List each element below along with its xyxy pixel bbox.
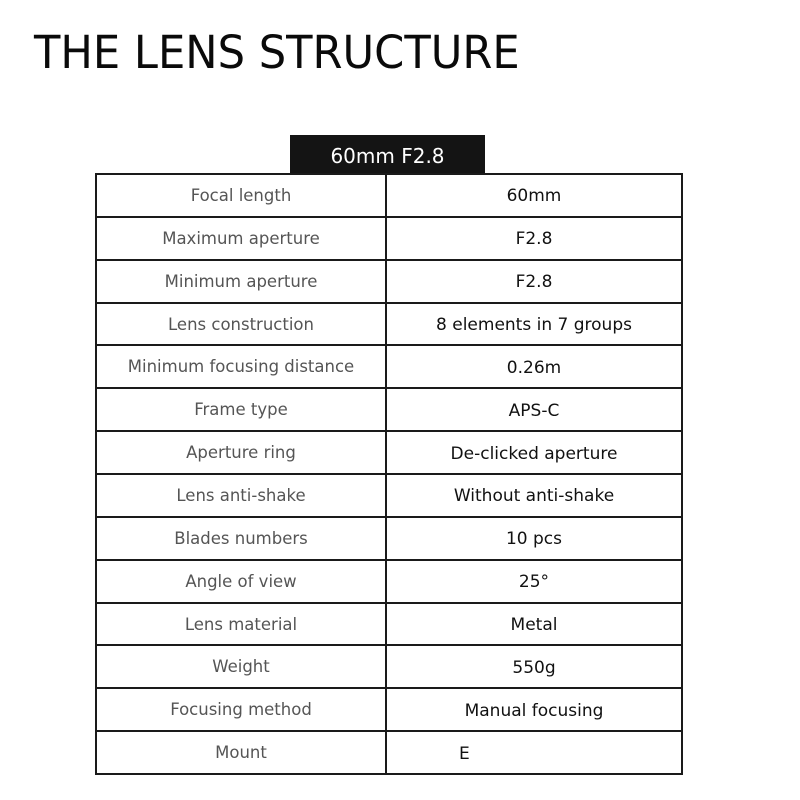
spec-label: Blades numbers bbox=[97, 518, 387, 559]
page-title: THE LENS STRUCTURE bbox=[34, 26, 520, 79]
spec-row-lens-construction bbox=[97, 304, 681, 347]
spec-label: Frame type bbox=[97, 389, 387, 430]
spec-value: F2.8 bbox=[515, 272, 553, 293]
spec-value: 8 elements in 7 groups bbox=[436, 315, 632, 335]
spec-label: Minimum focusing distance bbox=[97, 346, 387, 387]
spec-value: 25° bbox=[518, 572, 550, 593]
spec-value: E bbox=[459, 743, 470, 764]
model-tab: 60mm F2.8 bbox=[290, 135, 485, 173]
spec-label: Lens construction bbox=[97, 304, 387, 345]
spec-row-frame-type bbox=[97, 389, 681, 432]
spec-label: Lens material bbox=[97, 604, 387, 645]
spec-row-angle-of-view bbox=[97, 561, 681, 604]
spec-row-weight bbox=[97, 646, 681, 689]
spec-row-aperture-ring bbox=[97, 432, 681, 475]
spec-table bbox=[95, 173, 683, 775]
spec-label: Minimum aperture bbox=[97, 261, 387, 302]
spec-row-lens-material bbox=[97, 604, 681, 647]
spec-label: Angle of view bbox=[97, 561, 387, 602]
spec-value: De-clicked aperture bbox=[450, 443, 618, 464]
spec-label: Lens anti-shake bbox=[97, 475, 387, 516]
spec-value: 10 pcs bbox=[505, 529, 563, 550]
spec-label: Weight bbox=[97, 646, 387, 687]
spec-label: Aperture ring bbox=[97, 432, 387, 473]
spec-value: 60mm bbox=[506, 186, 562, 207]
spec-row-blades-numbers bbox=[97, 518, 681, 561]
spec-value: 0.26m bbox=[506, 357, 562, 378]
spec-row-mount bbox=[97, 732, 681, 773]
spec-value: F2.8 bbox=[515, 229, 553, 250]
spec-label: Mount bbox=[97, 732, 387, 773]
spec-label: Focal length bbox=[97, 175, 387, 216]
spec-row-focusing-method bbox=[97, 689, 681, 732]
spec-row-minimum-focusing-distance bbox=[97, 346, 681, 389]
spec-value: APS-C bbox=[508, 400, 560, 421]
spec-row-minimum-aperture bbox=[97, 261, 681, 304]
spec-row-maximum-aperture bbox=[97, 218, 681, 261]
spec-value: Manual focusing bbox=[464, 700, 604, 721]
spec-row-lens-anti-shake bbox=[97, 475, 681, 518]
spec-label: Focusing method bbox=[97, 689, 387, 730]
spec-value: Metal bbox=[510, 615, 558, 636]
spec-value: Without anti-shake bbox=[453, 486, 615, 507]
spec-label: Maximum aperture bbox=[97, 218, 387, 259]
spec-row-focal-length bbox=[97, 175, 681, 218]
spec-value: 550g bbox=[512, 657, 556, 678]
